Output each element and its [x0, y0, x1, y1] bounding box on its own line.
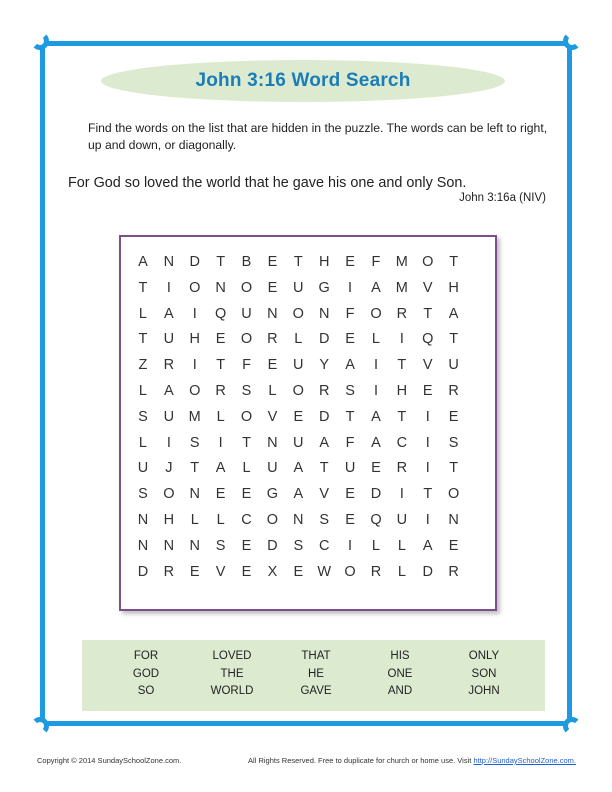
grid-letter[interactable]: O	[163, 486, 175, 503]
grid-letter[interactable]: O	[240, 279, 253, 296]
grid-letter[interactable]: I	[399, 486, 404, 503]
grid-letter[interactable]: T	[138, 279, 148, 296]
grid-letter[interactable]: U	[163, 408, 175, 425]
grid-letter[interactable]: I	[166, 279, 171, 296]
grid-letter[interactable]: S	[215, 537, 226, 554]
verse-text: For God so loved the world that he gave his one and only Son.	[68, 175, 467, 191]
grid-letter[interactable]: N	[189, 537, 200, 554]
grid-letter[interactable]: R	[163, 357, 175, 374]
grid-letter[interactable]: Q	[370, 511, 382, 528]
grid-letter[interactable]: T	[449, 331, 459, 348]
grid-letter[interactable]: R	[267, 331, 278, 348]
instructions: Find the words on the list that are hidden in the puzzle. The words can be left to right, up and down, or diagonally.	[88, 121, 548, 152]
grid-letter[interactable]: N	[318, 305, 330, 322]
grid-letter[interactable]: O	[292, 382, 304, 399]
grid-letter[interactable]: T	[449, 460, 459, 477]
grid-letter[interactable]: A	[164, 382, 174, 399]
grid-letter[interactable]: N	[448, 511, 459, 528]
grid-letter[interactable]: O	[422, 254, 434, 270]
word-item: SON	[471, 667, 497, 680]
grid-letter[interactable]: D	[318, 408, 330, 425]
grid-letter[interactable]: T	[190, 460, 200, 477]
grid-letter[interactable]: O	[189, 279, 201, 296]
grid-letter[interactable]: M	[395, 254, 408, 270]
word-item: THAT	[301, 650, 331, 662]
grid-letter[interactable]: C	[241, 511, 252, 528]
grid-letter[interactable]: A	[448, 305, 459, 322]
word-item: GOD	[132, 667, 160, 680]
grid-letter[interactable]: O	[447, 486, 460, 503]
grid-letter[interactable]: T	[345, 408, 355, 425]
grid-letter[interactable]: U	[267, 460, 278, 477]
word-item: AND	[387, 685, 413, 697]
grid-letter[interactable]: H	[189, 331, 200, 348]
grid-letter[interactable]: T	[423, 305, 433, 322]
grid-letter[interactable]: M	[395, 279, 408, 296]
grid-letter[interactable]: R	[163, 563, 175, 580]
grid-letter[interactable]: U	[293, 434, 304, 451]
grid-letter[interactable]: U	[241, 305, 252, 322]
grid-letter[interactable]: H	[396, 382, 408, 399]
grid-letter[interactable]: S	[345, 382, 355, 399]
grid-letter[interactable]: V	[319, 486, 330, 503]
grid-letter[interactable]: O	[344, 563, 356, 580]
grid-letter[interactable]: I	[348, 537, 353, 554]
grid-letter[interactable]: A	[293, 460, 304, 477]
grid-letter[interactable]: L	[242, 460, 251, 477]
grid-letter[interactable]: A	[293, 486, 304, 503]
verse-reference: John 3:16a (NIV)	[459, 192, 546, 204]
word-item: HIS	[390, 650, 410, 662]
letter-grid	[130, 250, 467, 585]
grid-letter[interactable]: R	[370, 563, 382, 580]
grid-letter[interactable]: U	[137, 460, 149, 477]
grid-letter[interactable]: S	[189, 434, 200, 451]
grid-letter[interactable]: E	[345, 331, 355, 348]
grid-letter[interactable]: U	[293, 279, 304, 296]
word-column	[276, 648, 356, 701]
grid-letter[interactable]: E	[241, 537, 252, 554]
grid-letter[interactable]: T	[319, 460, 329, 477]
grid-letter[interactable]: D	[189, 254, 200, 270]
footer-link[interactable]: http://SundaySchoolZone.com.	[473, 756, 576, 765]
grid-letter[interactable]: N	[163, 537, 175, 554]
grid-letter[interactable]: N	[267, 434, 278, 451]
grid-letter[interactable]: D	[267, 537, 278, 554]
grid-letter[interactable]: L	[268, 382, 277, 399]
grid-letter[interactable]: L	[371, 537, 380, 554]
word-column	[106, 648, 186, 701]
grid-letter[interactable]: D	[318, 331, 330, 348]
grid-letter[interactable]: Z	[138, 357, 148, 374]
grid-letter[interactable]: N	[293, 511, 304, 528]
word-bank	[82, 640, 545, 711]
grid-letter[interactable]: V	[422, 357, 433, 374]
word-item: WORLD	[210, 685, 254, 697]
word-item: GAVE	[300, 685, 332, 697]
word-column	[192, 648, 272, 701]
word-item: SO	[137, 685, 155, 697]
grid-letter[interactable]: R	[396, 305, 408, 322]
grid-letter[interactable]: D	[370, 486, 382, 503]
grid-letter[interactable]: E	[422, 382, 433, 399]
word-column	[444, 648, 524, 701]
grid-letter[interactable]: L	[138, 305, 147, 322]
grid-letter[interactable]: T	[216, 254, 226, 270]
footer-rights-text: All Rights Reserved. Free to duplicate for church or home use. Visit	[248, 756, 472, 765]
grid-letter[interactable]: Q	[422, 331, 434, 348]
grid-letter[interactable]: E	[448, 408, 459, 425]
grid-letter[interactable]: E	[215, 331, 226, 348]
word-item: FOR	[133, 650, 159, 662]
grid-letter[interactable]: A	[371, 434, 381, 451]
grid-letter[interactable]: C	[318, 537, 330, 554]
grid-letter[interactable]: R	[318, 382, 330, 399]
grid-letter[interactable]: O	[266, 511, 279, 528]
grid-letter[interactable]: C	[396, 434, 408, 451]
word-item: ONE	[387, 667, 413, 680]
footer-rights	[248, 756, 576, 765]
grid-letter[interactable]: E	[293, 563, 304, 580]
grid-letter[interactable]: S	[319, 511, 330, 528]
word-item: JOHN	[468, 685, 500, 697]
grid-letter[interactable]: S	[138, 408, 148, 425]
grid-letter[interactable]: E	[345, 486, 355, 503]
grid-letter[interactable]: O	[370, 305, 382, 322]
grid-letter[interactable]: E	[241, 486, 252, 503]
grid-letter[interactable]: E	[215, 486, 226, 503]
grid-letter[interactable]: D	[422, 563, 433, 580]
grid-letter[interactable]: B	[241, 254, 252, 270]
grid-letter[interactable]: H	[163, 511, 175, 528]
title-banner	[101, 60, 505, 102]
grid-letter[interactable]: T	[216, 357, 226, 374]
frame-corner-bottom-left	[31, 717, 49, 735]
grid-letter[interactable]: A	[138, 254, 148, 270]
grid-letter[interactable]: I	[425, 434, 430, 451]
frame-corner-bottom-right	[563, 717, 581, 735]
grid-letter[interactable]: N	[267, 305, 278, 322]
grid-letter[interactable]: H	[318, 254, 330, 270]
grid-letter[interactable]: V	[422, 279, 433, 296]
grid-letter[interactable]: G	[266, 486, 279, 503]
grid-letter[interactable]: Q	[214, 305, 227, 322]
grid-letter[interactable]: A	[371, 279, 381, 296]
grid-letter[interactable]: A	[422, 537, 433, 554]
grid-letter[interactable]: N	[215, 279, 226, 296]
grid-letter[interactable]: I	[218, 434, 223, 451]
word-item: LOVED	[212, 650, 252, 662]
grid-letter[interactable]: E	[267, 279, 278, 296]
grid-letter[interactable]: U	[293, 357, 304, 374]
grid-letter[interactable]: I	[166, 434, 171, 451]
grid-letter[interactable]: L	[397, 563, 406, 580]
grid-letter[interactable]: O	[240, 331, 253, 348]
grid-letter[interactable]: T	[242, 434, 251, 451]
grid-letter[interactable]: E	[371, 460, 381, 477]
grid-letter[interactable]: N	[137, 511, 149, 528]
grid-letter[interactable]: T	[138, 331, 148, 348]
frame-corner-top-left	[31, 32, 49, 50]
grid-letter[interactable]: E	[448, 537, 459, 554]
grid-letter[interactable]: U	[448, 357, 459, 374]
grid-letter[interactable]: I	[399, 331, 404, 348]
grid-letter[interactable]: F	[371, 254, 381, 270]
grid-letter[interactable]: E	[241, 563, 252, 580]
grid-letter[interactable]: N	[163, 254, 175, 270]
grid-letter[interactable]: T	[397, 357, 407, 374]
grid-letter[interactable]: R	[396, 460, 408, 477]
grid-letter[interactable]: F	[345, 305, 355, 322]
grid-letter[interactable]: I	[425, 460, 430, 477]
grid-letter[interactable]: L	[190, 511, 199, 528]
grid-letter[interactable]: X	[267, 563, 278, 580]
grid-letter[interactable]: M	[188, 408, 201, 425]
grid-letter[interactable]: F	[242, 357, 251, 374]
grid-letter[interactable]: I	[192, 305, 197, 322]
word-search-puzzle	[119, 235, 497, 611]
grid-letter[interactable]: A	[345, 357, 355, 374]
grid-letter[interactable]: U	[396, 511, 408, 528]
grid-letter[interactable]: F	[345, 434, 355, 451]
grid-letter[interactable]: T	[449, 254, 459, 270]
grid-letter[interactable]: E	[267, 254, 278, 270]
grid-letter[interactable]: I	[373, 357, 378, 374]
grid-letter[interactable]: T	[293, 254, 303, 270]
grid-letter[interactable]: H	[448, 279, 459, 296]
word-column	[360, 648, 440, 701]
grid-letter[interactable]: E	[293, 408, 304, 425]
grid-letter[interactable]: L	[216, 408, 225, 425]
grid-letter[interactable]: R	[448, 382, 459, 399]
grid-letter[interactable]: L	[138, 382, 147, 399]
grid-letter[interactable]: U	[163, 331, 175, 348]
grid-letter[interactable]: E	[345, 511, 355, 528]
grid-letter[interactable]: D	[137, 563, 149, 580]
grid-letter[interactable]: S	[293, 537, 304, 554]
grid-letter[interactable]: G	[318, 279, 330, 296]
grid-letter[interactable]: E	[189, 563, 200, 580]
grid-letter[interactable]: T	[397, 408, 407, 425]
grid-letter[interactable]: A	[215, 460, 226, 477]
grid-letter[interactable]: S	[448, 434, 459, 451]
grid-letter[interactable]: A	[371, 408, 381, 425]
grid-letter[interactable]: O	[240, 408, 253, 425]
grid-letter[interactable]: O	[292, 305, 304, 322]
grid-letter[interactable]: E	[267, 357, 278, 374]
grid-letter[interactable]: S	[241, 382, 252, 399]
word-item: ONLY	[468, 650, 500, 662]
grid-letter[interactable]: S	[138, 486, 148, 503]
grid-letter[interactable]: I	[425, 408, 430, 425]
grid-letter[interactable]: L	[371, 331, 380, 348]
grid-letter[interactable]: E	[345, 254, 355, 270]
grid-letter[interactable]: V	[267, 408, 278, 425]
grid-letter[interactable]: Y	[319, 357, 330, 374]
grid-letter[interactable]: U	[344, 460, 356, 477]
grid-letter[interactable]: I	[373, 382, 378, 399]
page-title: John 3:16 Word Search	[195, 70, 411, 91]
grid-letter[interactable]: L	[397, 537, 406, 554]
grid-letter[interactable]: R	[215, 382, 226, 399]
footer-copyright: Copyright © 2014 SundaySchoolZone.com.	[37, 756, 182, 765]
grid-letter[interactable]: I	[425, 511, 430, 528]
grid-letter[interactable]: L	[216, 511, 225, 528]
grid-letter[interactable]: N	[137, 537, 149, 554]
word-item: HE	[308, 667, 324, 680]
grid-letter[interactable]: L	[294, 331, 303, 348]
grid-letter[interactable]: I	[348, 279, 353, 296]
grid-letter[interactable]: W	[317, 563, 332, 580]
word-item: THE	[220, 667, 244, 680]
grid-letter[interactable]: J	[165, 460, 173, 477]
frame-corner-top-right	[563, 32, 581, 50]
grid-letter[interactable]: O	[189, 382, 201, 399]
grid-letter[interactable]: T	[423, 486, 433, 503]
grid-letter[interactable]: L	[138, 434, 147, 451]
grid-letter[interactable]: A	[164, 305, 174, 322]
grid-letter[interactable]: R	[448, 563, 459, 580]
grid-letter[interactable]: V	[215, 563, 226, 580]
grid-letter[interactable]: A	[319, 434, 330, 451]
grid-letter[interactable]: N	[189, 486, 200, 503]
grid-letter[interactable]: I	[192, 357, 197, 374]
